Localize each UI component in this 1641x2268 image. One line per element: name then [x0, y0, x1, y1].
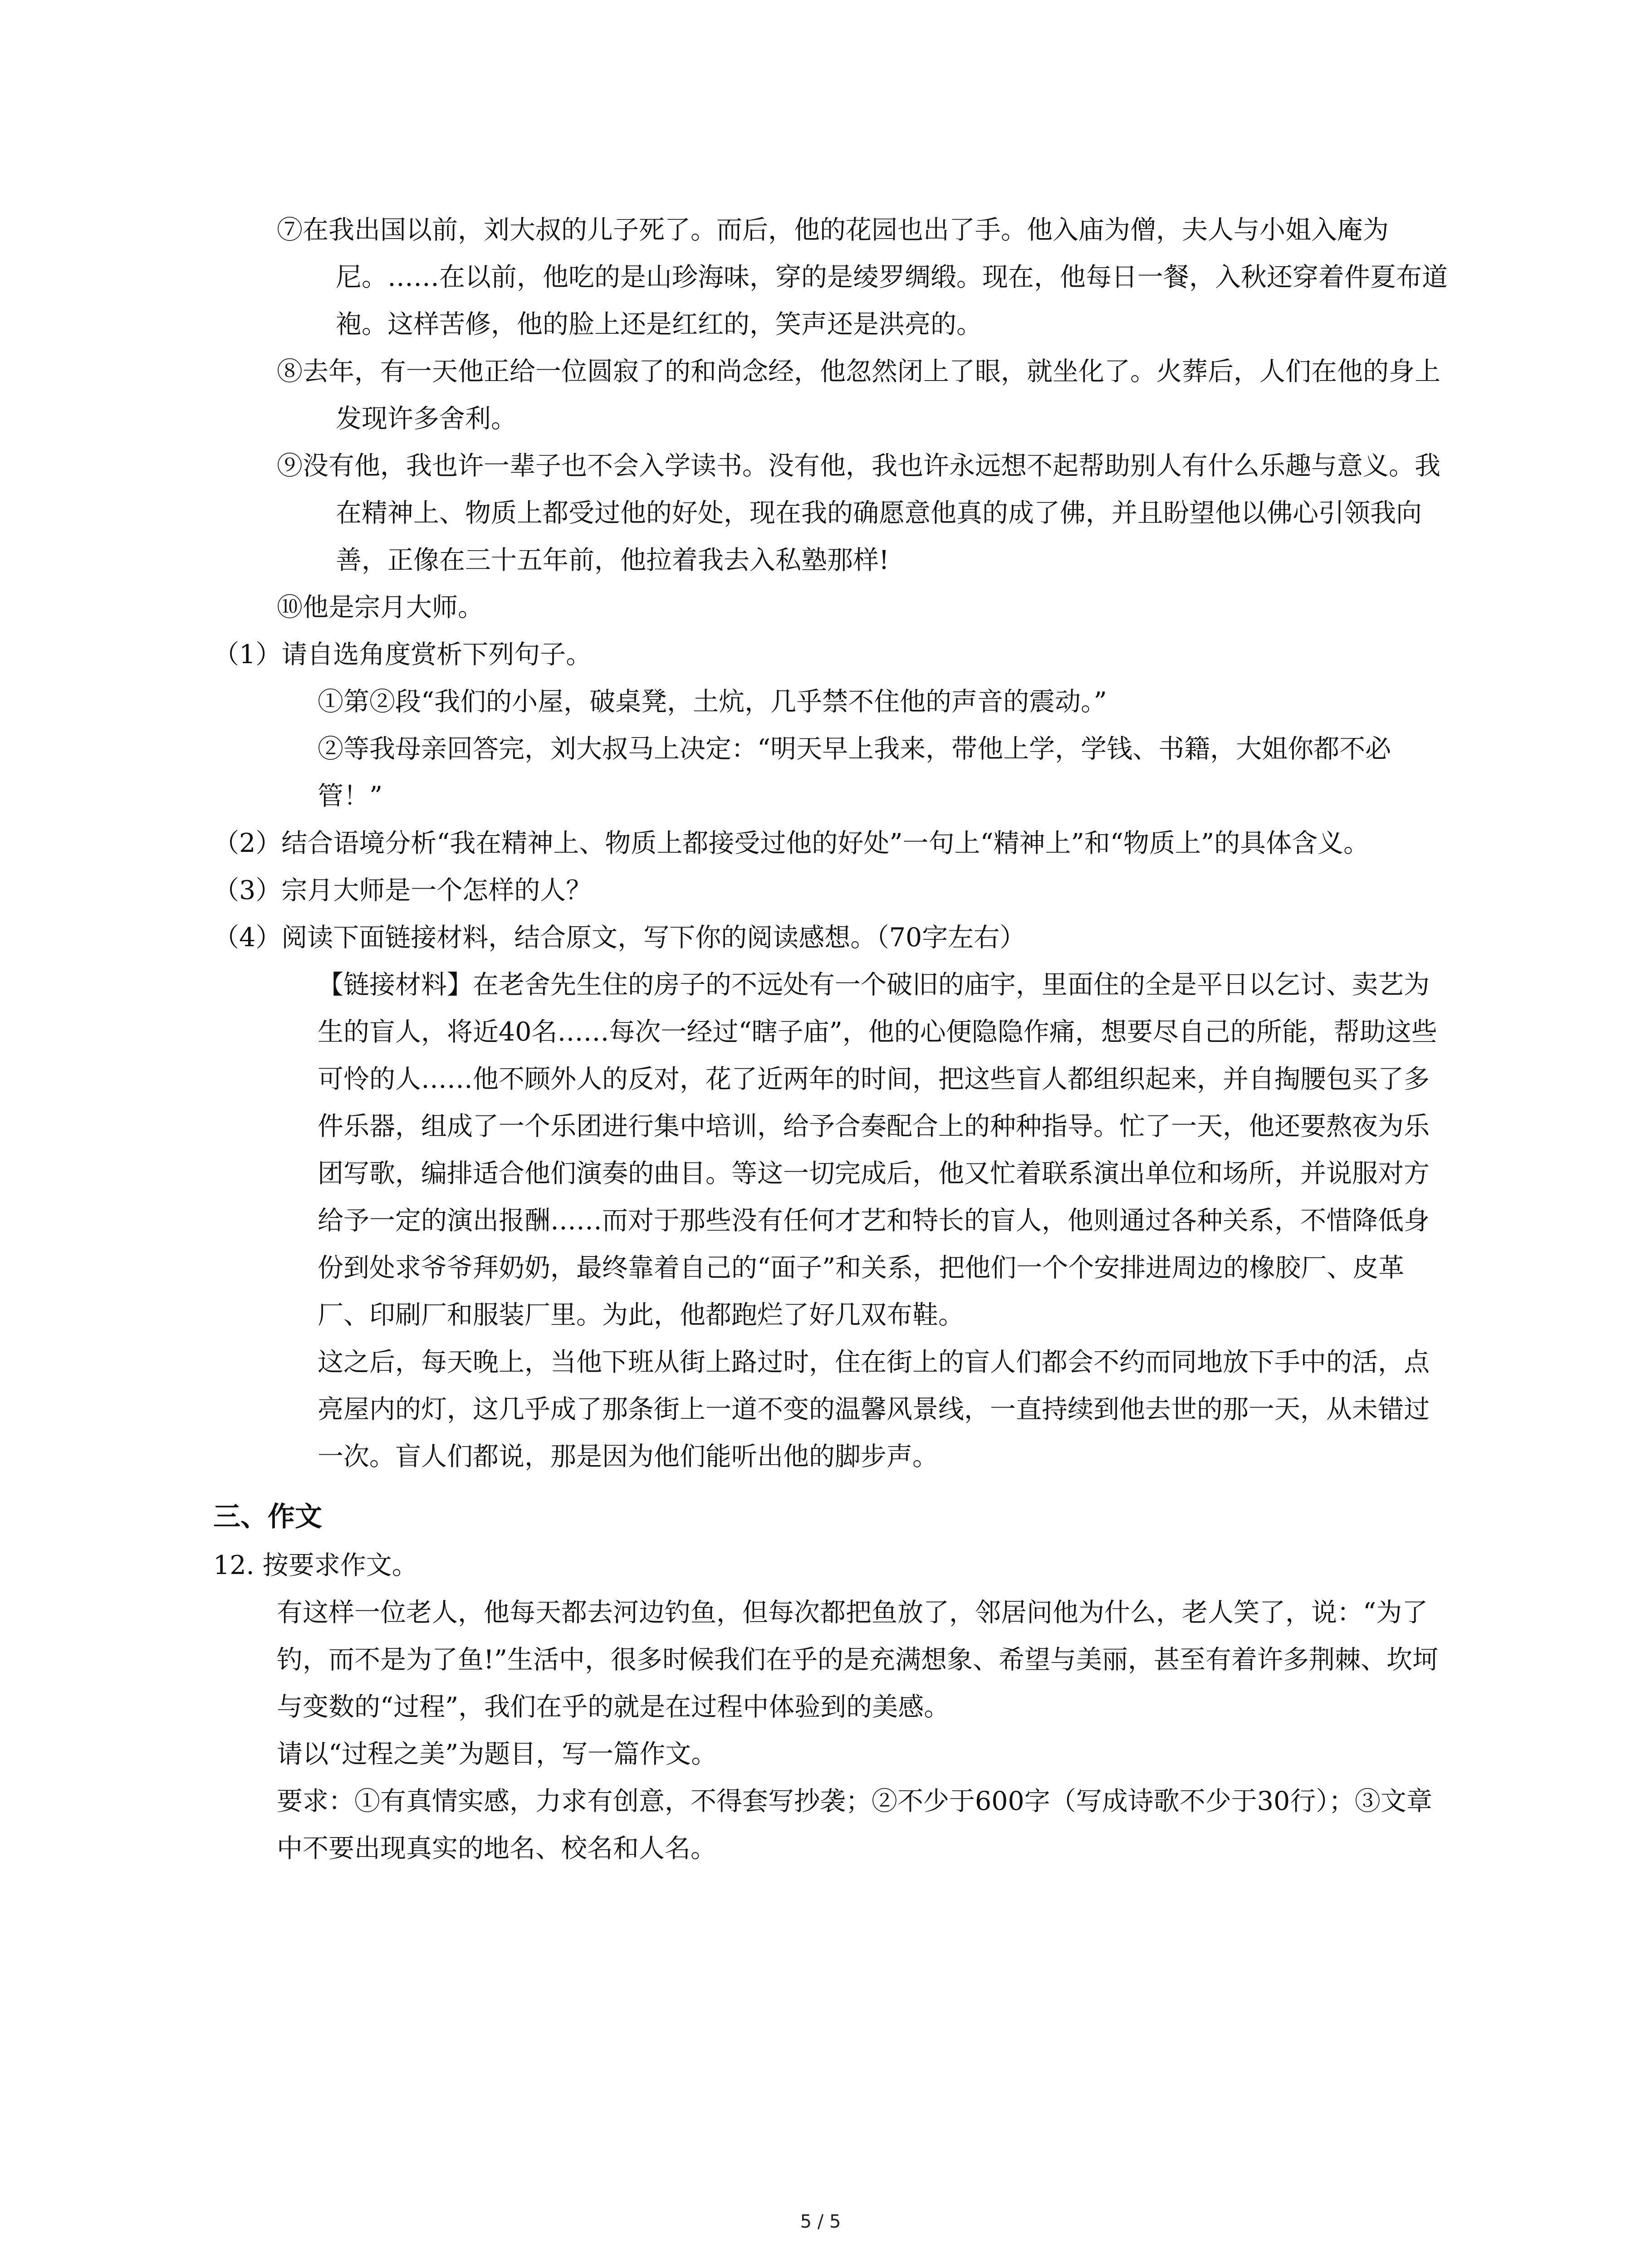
- question-list: [213, 631, 1450, 1480]
- task-label: 12. 按要求作文。: [213, 1550, 418, 1580]
- link-material-paragraph-1: 【链接材料】在老舍先生住的房子的不远处有一个破旧的庙宇，里面住的全是平日以乞讨、卖艺为生的盲人，将近40名……每次一经过“瞎子庙”，他的心便隐隐作痛，想要尽自己的所能，帮助这些可怜的人……他不顾外人的反对，花了近两年的时间，把这些盲人都组织起来，并自掏腰包买了多件乐器，组成了一个乐团进行集中培训，给予合奏配合上的种种指导。忙了一天，他还要熬夜为乐团写歌，编排适合他们演奏的曲目。等这一切完成后，他又忙着联系演出单位和场所，并说服对方给予一定的演出报酬……而对于那些没有任何才艺和特长的盲人，他则通过各种关系，不惜降低身份到处求爷爷拜奶奶，最终靠着自己的“面子”和关系，把他们一个个安排进周边的橡胶厂、皮革厂、印刷厂和服装厂里。为此，他都跑烂了好几双布鞋。: [318, 970, 1437, 1330]
- link-material-paragraph-2: 这之后，每天晚上，当他下班从街上路过时，住在街上的盲人们都会不约而同地放下手中的活，点亮屋内的灯，这几乎成了那条街上一道不变的温馨风景线，一直持续到他去世的那一天，从未错过一次。盲人们都说，那是因为他们能听出他的脚步声。: [318, 1347, 1430, 1471]
- task-prompt: 有这样一位老人，他每天都去河边钓鱼，但每次都把鱼放了，邻居问他为什么，老人笑了，说：“为了钓，而不是为了鱼!”生活中，很多时候我们在乎的是充满想象、希望与美丽，甚至有着许多荆棘、坎坷与变数的“过程”，我们在乎的就是在过程中体验到的美感。: [277, 1598, 1439, 1722]
- passage-paragraph-10: ⑩他是宗月大师。: [277, 592, 484, 622]
- passage-paragraph-7: ⑦在我出国以前，刘大叔的儿子死了。而后，他的花园也出了手。他入庙为僧，夫人与小姐入庵为尼。……在以前，他吃的是山珍海味，穿的是绫罗绸缎。现在，他每日一餐，入秋还穿着件夏布道袍。这样苦修，他的脸上还是红红的，笑声还是洪亮的。: [277, 215, 1448, 339]
- question-1-sentence-a: ①第②段“我们的小屋，破桌凳，土炕，几乎禁不住他的声音的震动。”: [318, 687, 1107, 717]
- task-title-instruction: 请以“过程之美”为题目，写一篇作文。: [277, 1739, 717, 1769]
- question-1: （1）请自选角度赏析下列句子。: [213, 640, 592, 670]
- passage-paragraph-9: ⑨没有他，我也许一辈子也不会入学读书。没有他，我也许永远想不起帮助别人有什么乐趣与意义。我在精神上、物质上都受过他的好处，现在我的确愿意他真的成了佛，并且盼望他以佛心引领我向善，正像在三十五年前，他拉着我去入私塾那样!: [277, 451, 1440, 575]
- question-2: （2）结合语境分析“我在精神上、物质上都接受过他的好处”一句上“精神上”和“物质上”的具体含义。: [213, 828, 1370, 858]
- question-1-sentence-b: ②等我母亲回答完，刘大叔马上决定：“明天早上我来，带他上学，学钱、书籍，大姐你都不必管！”: [318, 734, 1391, 811]
- passage-paragraph-8: ⑧去年，有一天他正给一位圆寂了的和尚念经，他忽然闭上了眼，就坐化了。火葬后，人们在他的身上发现许多舍利。: [277, 357, 1440, 434]
- page-number: 5 / 5: [800, 2211, 841, 2232]
- section-title-composition: 三、作文: [213, 1501, 322, 1533]
- task-requirements: 要求：①有真情实感，力求有创意，不得套写抄袭；②不少于600字（写成诗歌不少于30行）；③文章中不要出现真实的地名、校名和人名。: [277, 1786, 1432, 1863]
- question-3: （3）宗月大师是一个怎样的人？: [213, 875, 592, 905]
- question-4: （4）阅读下面链接材料，结合原文，写下你的阅读感想。（70字左右）: [213, 923, 1026, 953]
